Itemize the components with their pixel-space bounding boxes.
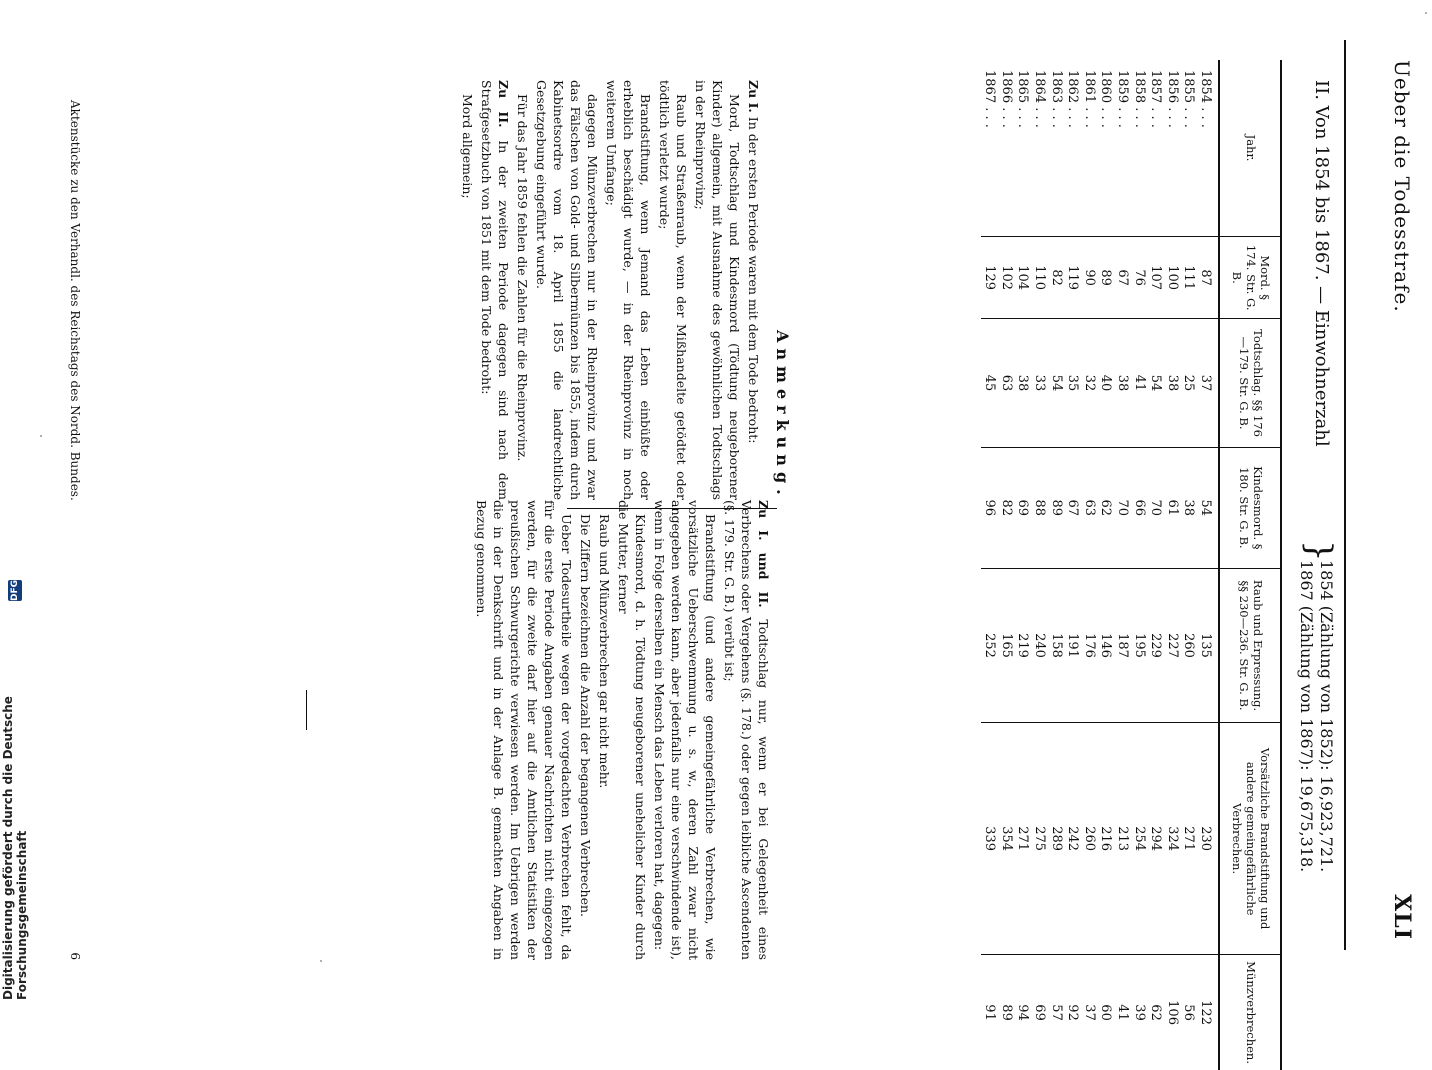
count-cell: 25 — [1180, 319, 1197, 447]
year-cell: 1861 . . . — [1081, 70, 1097, 128]
note-paragraph — [692, 80, 743, 500]
note-paragraph — [533, 80, 601, 500]
note-label: Zu I. und II. — [756, 500, 771, 608]
count-cell: 324 — [1163, 723, 1180, 955]
count-cell: 91 — [981, 955, 998, 1070]
note-paragraph — [615, 500, 649, 960]
count-cell: 271 — [1014, 723, 1031, 955]
count-cell: 87 — [1196, 237, 1219, 319]
table-row — [1064, 60, 1081, 1070]
header-rule — [1344, 40, 1346, 950]
year-cell: 1865 . . . — [1015, 70, 1031, 128]
note-text: Brandstiftung (und andere gemeingefährliche Verbrechen, wie vorsätzliche Ueberschwemmung u. s. w., deren Zahl zwar nicht angegeben werden kann, aber jedenfalls nur eine verschwindende ist), wenn in Folge derselben ein Mensch das Leben verloren hat, dagegen: — [652, 500, 718, 960]
count-cell: 213 — [1113, 723, 1130, 955]
count-cell: 76 — [1130, 237, 1147, 319]
count-cell: 260 — [1180, 568, 1197, 722]
year-cell: 1854 . . . — [1198, 70, 1213, 128]
dfg-logo-icon: DFG — [10, 580, 20, 602]
count-cell: 135 — [1196, 568, 1219, 722]
count-cell: 70 — [1147, 447, 1164, 568]
count-cell: 69 — [1014, 447, 1031, 568]
note-paragraph — [603, 80, 654, 500]
note-paragraph — [478, 80, 512, 500]
count-cell: 54 — [1047, 319, 1064, 447]
note-text: Brandstiftung, wenn Jemand das Leben einbüßte oder erheblich beschädigt wurde, — in der Rheinprovinz in noch weiterem Umfange; — [604, 80, 653, 500]
note-paragraph — [596, 500, 613, 960]
table-row — [1030, 60, 1047, 1070]
count-cell: 104 — [1014, 237, 1031, 319]
scan-speck — [320, 960, 322, 962]
note-text: Mord allgemein; — [460, 94, 475, 199]
note-text: In der zweiten Periode dagegen sind nach dem Strafgesetzbuch von 1851 mit dem Tode bedroht: — [479, 80, 511, 500]
funding-notice — [0, 580, 30, 1000]
column-header: Raub und Erpressung. §§ 230—236. Str. G. B. — [1219, 568, 1281, 722]
count-cell: 354 — [997, 723, 1014, 955]
count-cell: 62 — [1097, 447, 1114, 568]
count-cell: 89 — [1047, 447, 1064, 568]
count-cell: 40 — [1097, 319, 1114, 447]
count-cell: 70 — [1113, 447, 1130, 568]
count-cell: 339 — [981, 723, 998, 955]
count-cell: 61 — [1163, 447, 1180, 568]
count-cell: 107 — [1147, 237, 1164, 319]
count-cell: 35 — [1064, 319, 1081, 447]
count-cell: 146 — [1097, 568, 1114, 722]
count-cell: 38 — [1163, 319, 1180, 447]
notes-title: Anmerkung. — [773, 330, 792, 501]
count-cell: 195 — [1130, 568, 1147, 722]
count-cell: 100 — [1163, 237, 1180, 319]
note-label: Zu I. — [746, 80, 761, 113]
crime-statistics-table — [981, 60, 1282, 1070]
note-paragraph — [514, 80, 531, 500]
count-cell: 82 — [997, 447, 1014, 568]
table-row — [1147, 60, 1164, 1070]
population-figures — [1296, 560, 1336, 940]
count-cell: 54 — [1147, 319, 1164, 447]
table-row — [1113, 60, 1130, 1070]
note-paragraph — [721, 500, 772, 960]
count-cell: 289 — [1047, 723, 1064, 955]
column-header: Münzverbrechen. — [1219, 955, 1281, 1070]
table-row — [1163, 60, 1180, 1070]
count-cell: 38 — [1180, 447, 1197, 568]
year-cell: 1860 . . . — [1098, 70, 1114, 128]
count-cell: 89 — [997, 955, 1014, 1070]
note-text: dagegen Münzverbrechen nur in der Rheinprovinz und zwar das Fälschen von Gold- und Silbermünzen bis 1855, indem durch Kabinetsordre vom 18. April 1855 die landrechtliche Gesetzgebung eingeführt wurde. — [534, 80, 600, 500]
count-cell: 45 — [981, 319, 998, 447]
scan-speck — [1425, 12, 1427, 14]
note-paragraph — [745, 80, 762, 500]
scan-speck — [40, 435, 42, 437]
table-row — [1180, 60, 1197, 1070]
count-cell: 54 — [1196, 447, 1219, 568]
table-body — [981, 60, 1219, 1070]
page-number: XLI — [1389, 894, 1415, 940]
count-cell: 240 — [1030, 568, 1047, 722]
count-cell: 66 — [1130, 447, 1147, 568]
footer-sheet-number: 6 — [68, 952, 82, 960]
note-paragraph — [473, 500, 575, 960]
table-row — [1196, 60, 1219, 1070]
column-header: Todtschlag. §§ 176—179. Str. G. B. — [1219, 319, 1281, 447]
year-cell: 1864 . . . — [1032, 70, 1048, 128]
count-cell: 122 — [1196, 955, 1219, 1070]
population-1854: 1854 (Zählung von 1852): 16,923,721. — [1317, 560, 1336, 873]
column-header: Jahr. — [1219, 60, 1281, 237]
count-cell: 176 — [1080, 568, 1097, 722]
year-cell: 1858 . . . — [1131, 70, 1147, 128]
count-cell: 242 — [1064, 723, 1081, 955]
count-cell: 67 — [1113, 237, 1130, 319]
population-brace: } — [1299, 540, 1339, 562]
count-cell: 252 — [981, 568, 998, 722]
count-cell: 60 — [1097, 955, 1114, 1070]
note-text: Raub und Straßenraub, wenn der Mißhandelte getödtet oder tödtlich verletzt wurde; — [657, 80, 689, 500]
note-paragraph — [577, 500, 594, 960]
count-cell: 229 — [1147, 568, 1164, 722]
table-row — [1080, 60, 1097, 1070]
table-row — [981, 60, 998, 1070]
count-cell: 67 — [1064, 447, 1081, 568]
count-cell: 254 — [1130, 723, 1147, 955]
table-row — [1047, 60, 1064, 1070]
note-paragraph — [459, 80, 476, 500]
running-head — [1372, 60, 1432, 940]
count-cell: 92 — [1064, 955, 1081, 1070]
section-title: II. Von 1854 bis 1867. — Einwohnerzahl — [1311, 80, 1332, 447]
count-cell: 41 — [1113, 955, 1130, 1070]
count-cell: 111 — [1180, 237, 1197, 319]
count-cell: 89 — [1097, 237, 1114, 319]
count-cell: 38 — [1113, 319, 1130, 447]
note-text: Todtschlag nur, wenn er bei Gelegenheit eines Verbrechens oder Vergehens (§. 178.) oder gegen leibliche Ascendenten (§. 179. Str. G. B.) verübt ist; — [722, 500, 771, 960]
count-cell: 37 — [1196, 319, 1219, 447]
note-text: Kindesmord, d. h. Tödtung neugeborener unehelicher Kinder durch die Mutter, ferner — [616, 500, 648, 960]
table-row — [1097, 60, 1114, 1070]
count-cell: 271 — [1180, 723, 1197, 955]
note-text: In der ersten Periode waren mit dem Tode bedroht: — [746, 116, 761, 444]
note-text: Mord, Todtschlag und Kindesmord (Tödtung neugeborener Kinder) allgemein, mit Ausnahme des gewöhnlichen Todtschlags in der Rheinprovinz; — [693, 80, 742, 500]
count-cell: 96 — [981, 447, 998, 568]
count-cell: 90 — [1080, 237, 1097, 319]
count-cell: 37 — [1080, 955, 1097, 1070]
notes-right-column — [471, 500, 772, 960]
end-rule — [306, 690, 307, 730]
count-cell: 88 — [1030, 447, 1047, 568]
note-text: Ueber Todesurtheile wegen der vorgedachten Verbrechen fehlt, da für die erste Periode Angaben genauer Nachrichten nicht eingezogen werden, für die zweite darf hier auf die Amtlichen Statistiken der preußischen Schwurgerichte verwiesen werden. Im Uebrigen werden die in der Denkschrift und in der Anlage B. gemachten Angaben in Bezug genommen. — [474, 500, 574, 960]
year-cell: 1857 . . . — [1148, 70, 1164, 128]
running-head-title: Ueber die Todesstrafe. — [1390, 60, 1414, 313]
year-cell: 1867 . . . — [982, 70, 998, 128]
year-cell: 1862 . . . — [1065, 70, 1081, 128]
table-row — [997, 60, 1014, 1070]
note-paragraph — [651, 500, 719, 960]
year-cell: 1856 . . . — [1164, 70, 1180, 128]
count-cell: 63 — [997, 319, 1014, 447]
count-cell: 102 — [997, 237, 1014, 319]
note-paragraph — [656, 80, 690, 500]
year-cell: 1855 . . . — [1181, 70, 1197, 128]
count-cell: 56 — [1180, 955, 1197, 1070]
footer-source: Aktenstücke zu den Verhandl. des Reichstags des Nordd. Bundes. — [68, 100, 82, 501]
count-cell: 62 — [1147, 955, 1164, 1070]
funding-text: Digitalisierung gefördert durch die Deutsche Forschungsgemeinschaft — [1, 696, 29, 1000]
column-header: Kindesmord. § 180. Str. G. B. — [1219, 447, 1281, 568]
table-row — [1014, 60, 1031, 1070]
count-cell: 82 — [1047, 237, 1064, 319]
count-cell: 216 — [1097, 723, 1114, 955]
count-cell: 38 — [1014, 319, 1031, 447]
population-1867: 1867 (Zählung von 1867): 19,675,318. — [1297, 560, 1316, 873]
count-cell: 41 — [1130, 319, 1147, 447]
count-cell: 191 — [1064, 568, 1081, 722]
count-cell: 110 — [1030, 237, 1047, 319]
count-cell: 275 — [1030, 723, 1047, 955]
count-cell: 187 — [1113, 568, 1130, 722]
count-cell: 94 — [1014, 955, 1031, 1070]
count-cell: 33 — [1030, 319, 1047, 447]
column-header: Mord. § 174. Str. G. B. — [1219, 237, 1281, 319]
count-cell: 39 — [1130, 955, 1147, 1070]
count-cell: 227 — [1163, 568, 1180, 722]
page-footer — [68, 100, 82, 960]
year-cell: 1863 . . . — [1048, 70, 1064, 128]
count-cell: 32 — [1080, 319, 1097, 447]
count-cell: 165 — [997, 568, 1014, 722]
count-cell: 294 — [1147, 723, 1164, 955]
notes-left-column — [457, 80, 762, 500]
note-text: Die Ziffern bezeichnen die Anzahl der begangenen Verbrechen. — [578, 514, 593, 917]
count-cell: 158 — [1047, 568, 1064, 722]
count-cell: 106 — [1163, 955, 1180, 1070]
count-cell: 260 — [1080, 723, 1097, 955]
year-cell: 1859 . . . — [1115, 70, 1131, 128]
note-label: Zu II. — [496, 80, 511, 128]
count-cell: 119 — [1064, 237, 1081, 319]
count-cell: 63 — [1080, 447, 1097, 568]
column-header: Vorsätzliche Brandstiftung und andere gemeingefährliche Verbrechen. — [1219, 723, 1281, 955]
count-cell: 230 — [1196, 723, 1219, 955]
count-cell: 57 — [1047, 955, 1064, 1070]
year-cell: 1866 . . . — [998, 70, 1014, 128]
table-row — [1130, 60, 1147, 1070]
count-cell: 219 — [1014, 568, 1031, 722]
count-cell: 129 — [981, 237, 998, 319]
count-cell: 69 — [1030, 955, 1047, 1070]
table-header-row — [1219, 60, 1281, 1070]
note-text: Für das Jahr 1859 fehlen die Zahlen für die Rheinprovinz. — [515, 94, 530, 462]
note-text: Raub und Münzverbrechen gar nicht mehr. — [597, 514, 612, 789]
